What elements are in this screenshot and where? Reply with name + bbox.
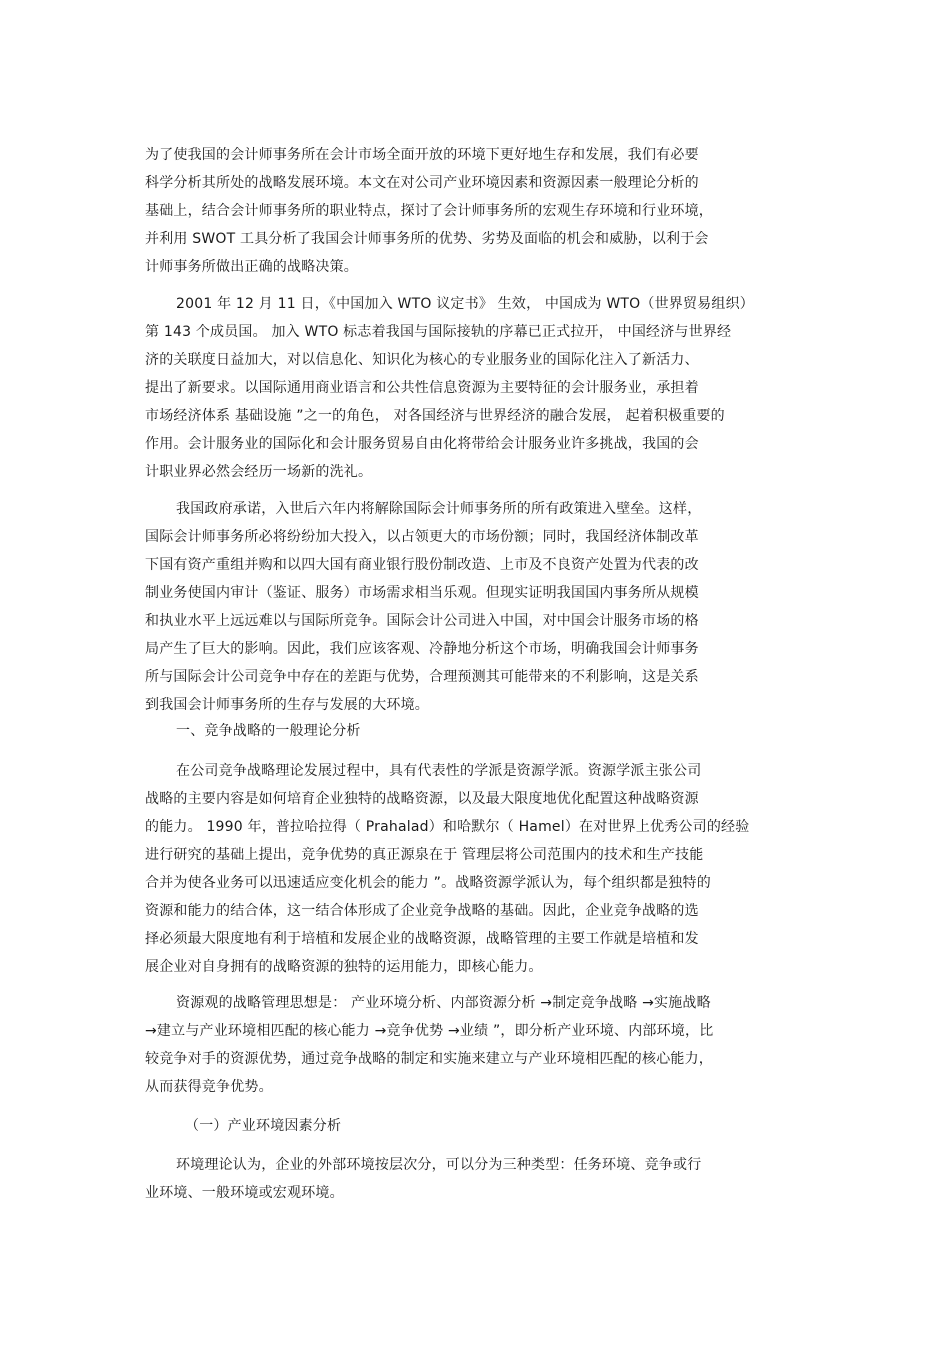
text-line: 2001 年 12 月 11 日，《中国加入 WTO 议定书》 生效， 中国成为 WTO（世界贸易组织）	[176, 296, 754, 312]
text-line: 择必须最大限度地有利于培植和发展企业的战略资源，战略管理的主要工作就是培植和发	[145, 931, 699, 947]
text-line: 合并为使各业务可以迅速适应变化机会的能力 ”。战略资源学派认为，每个组织都是独特的	[145, 875, 711, 891]
text-line: 我国政府承诺，入世后六年内将解除国际会计师事务所的所有政策进入壁垒。这样，	[176, 501, 702, 517]
text-line: 作用。会计服务业的国际化和会计服务贸易自由化将带给会计服务业许多挑战，我国的会	[145, 436, 699, 452]
text-line: 业环境、一般环境或宏观环境。	[145, 1185, 344, 1201]
text-line: 到我国会计师事务所的生存与发展的大环境。	[145, 697, 429, 713]
text-line: 为了使我国的会计师事务所在会计市场全面开放的环境下更好地生存和发展，我们有必要	[145, 147, 699, 163]
text-line: 在公司竞争战略理论发展过程中，具有代表性的学派是资源学派。资源学派主张公司	[176, 763, 702, 779]
text-line: 国际会计师事务所必将纷纷加大投入，以占领更大的市场份额；同时，我国经济体制改革	[145, 529, 699, 545]
text-line: 的能力。 1990 年，普拉哈拉得（ Prahalad）和哈默尔（ Hamel）在对世界上优秀公司的经验	[145, 819, 750, 835]
text-line: 计职业界必然会经历一场新的洗礼。	[145, 464, 373, 480]
text-line: 并利用 SWOT 工具分析了我国会计师事务所的优势、劣势及面临的机会和威胁，以利于会	[145, 231, 709, 247]
text-line: 资源和能力的结合体，这一结合体形成了企业竞争战略的基础。因此，企业竞争战略的选	[145, 903, 699, 919]
text-line: 所与国际会计公司竞争中存在的差距与优势，合理预测其可能带来的不利影响，这是关系	[145, 669, 699, 685]
text-line: 制业务使国内审计（鉴证、服务）市场需求相当乐观。但现实证明我国国内事务所从规模	[145, 585, 699, 601]
text-line: 较竞争对手的资源优势，通过竞争战略的制定和实施来建立与产业环境相匹配的核心能力，	[145, 1051, 713, 1067]
text-line: 进行研究的基础上提出，竞争优势的真正源泉在于 管理层将公司范围内的技术和生产技能	[145, 847, 704, 863]
text-line: 计师事务所做出正确的战略决策。	[145, 259, 358, 275]
section-heading: 一、竞争战略的一般理论分析	[176, 723, 361, 739]
text-line: 和执业水平上远远难以与国际所竞争。国际会计公司进入中国，对中国会计服务市场的格	[145, 613, 699, 629]
text-line: 基础上，结合会计师事务所的职业特点，探讨了会计师事务所的宏观生存环境和行业环境，	[145, 203, 713, 219]
text-line: 从而获得竞争优势。	[145, 1079, 273, 1095]
text-line: 科学分析其所处的战略发展环境。本文在对公司产业环境因素和资源因素一般理论分析的	[145, 175, 699, 191]
text-line: 局产生了巨大的影响。因此，我们应该客观、冷静地分析这个市场，明确我国会计师事务	[145, 641, 699, 657]
text-line: 资源观的战略管理思想是： 产业环境分析、内部资源分析 →制定竞争战略 →实施战略	[176, 995, 711, 1011]
text-line: 展企业对自身拥有的战略资源的独特的运用能力，即核心能力。	[145, 959, 543, 975]
subsection-heading: （一）产业环境因素分析	[185, 1118, 342, 1134]
text-line: 环境理论认为，企业的外部环境按层次分，可以分为三种类型：任务环境、竞争或行	[176, 1157, 702, 1173]
text-line: 下国有资产重组并购和以四大国有商业银行股份制改造、上市及不良资产处置为代表的改	[145, 557, 699, 573]
text-line: 济的关联度日益加大，对以信息化、知识化为核心的专业服务业的国际化注入了新活力、	[145, 352, 699, 368]
text-line: →建立与产业环境相匹配的核心能力 →竞争优势 →业绩 ”，即分析产业环境、内部环境，比	[145, 1023, 714, 1039]
text-line: 战略的主要内容是如何培育企业独特的战略资源，以及最大限度地优化配置这种战略资源	[145, 791, 699, 807]
text-line: 提出了新要求。以国际通用商业语言和公共性信息资源为主要特征的会计服务业，承担着	[145, 380, 699, 396]
text-line: 市场经济体系 基础设施 ”之一的角色， 对各国经济与世界经济的融合发展， 起着积极重要的	[145, 408, 725, 424]
text-line: 第 143 个成员国。 加入 WTO 标志着我国与国际接轨的序幕已正式拉开， 中国经济与世界经	[145, 324, 732, 340]
